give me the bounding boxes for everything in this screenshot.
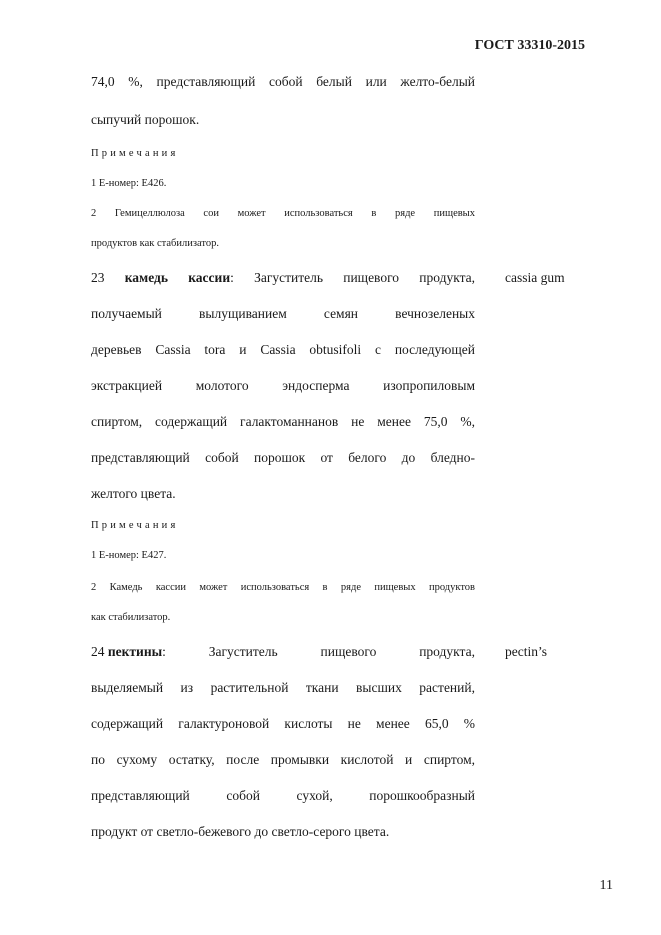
term-24-first-line — [91, 644, 475, 660]
page-number: 11 — [599, 878, 613, 893]
term-23-first-line — [91, 270, 475, 286]
note-line: продуктов как стабилизатор. — [91, 238, 219, 249]
text-line: сыпучий порошок. — [91, 112, 200, 127]
text-line: 74,0 %, представляющий собой белый или желто-белый — [91, 74, 475, 89]
text-line: экстракцией молотого эндосперма изопропиловым — [91, 378, 475, 393]
note-line: 1 Е-номер: Е426. — [91, 178, 167, 189]
note-line: 2 Камедь кассии может использоваться в ряде пищевых продуктов — [91, 582, 475, 593]
term-number: 23 — [91, 270, 105, 285]
term-text: : — [162, 644, 166, 659]
text-line: представляющий собой порошок от белого до бледно- — [91, 450, 475, 465]
notes-heading: Примечания — [91, 520, 179, 531]
term-name: пектины — [107, 644, 163, 659]
english-term-24: pectin’s — [505, 644, 547, 659]
text-line: желтого цвета. — [91, 486, 176, 501]
text-line: содержащий галактуроновой кислоты не менее 65,0 % — [91, 716, 475, 731]
english-term-23: cassia gum — [505, 270, 565, 285]
text-line: представляющий собой сухой, порошкообразный — [91, 788, 475, 803]
term-text: Загуститель — [208, 644, 278, 659]
term-text: пищевого — [320, 644, 377, 659]
text-line: получаемый вылущиванием семян вечнозеленых — [91, 306, 475, 321]
term-text: : Загуститель пищевого продукта, — [230, 270, 476, 285]
text-line: продукт от светло-бежевого до светло-серого цвета. — [91, 824, 390, 839]
term-text: продукта, — [419, 644, 475, 659]
document-id: ГОСТ 33310-2015 — [474, 38, 585, 53]
term-number: 24 — [91, 644, 105, 659]
term-name: камедь кассии — [124, 270, 231, 285]
text-line: по сухому остатку, после промывки кислотой и спиртом, — [91, 752, 475, 767]
note-line: как стабилизатор. — [91, 612, 171, 623]
text-line: спиртом, содержащий галактоманнанов не менее 75,0 %, — [91, 414, 475, 429]
text-line: выделяемый из растительной ткани высших растений, — [91, 680, 475, 695]
text-line: деревьев Cassia tora и Cassia obtusifoli с последующей — [91, 342, 475, 357]
notes-heading: Примечания — [91, 148, 179, 159]
note-line: 1 Е-номер: Е427. — [91, 550, 167, 561]
note-line: 2 Гемицеллюлоза сои может использоваться в ряде пищевых — [91, 208, 475, 219]
